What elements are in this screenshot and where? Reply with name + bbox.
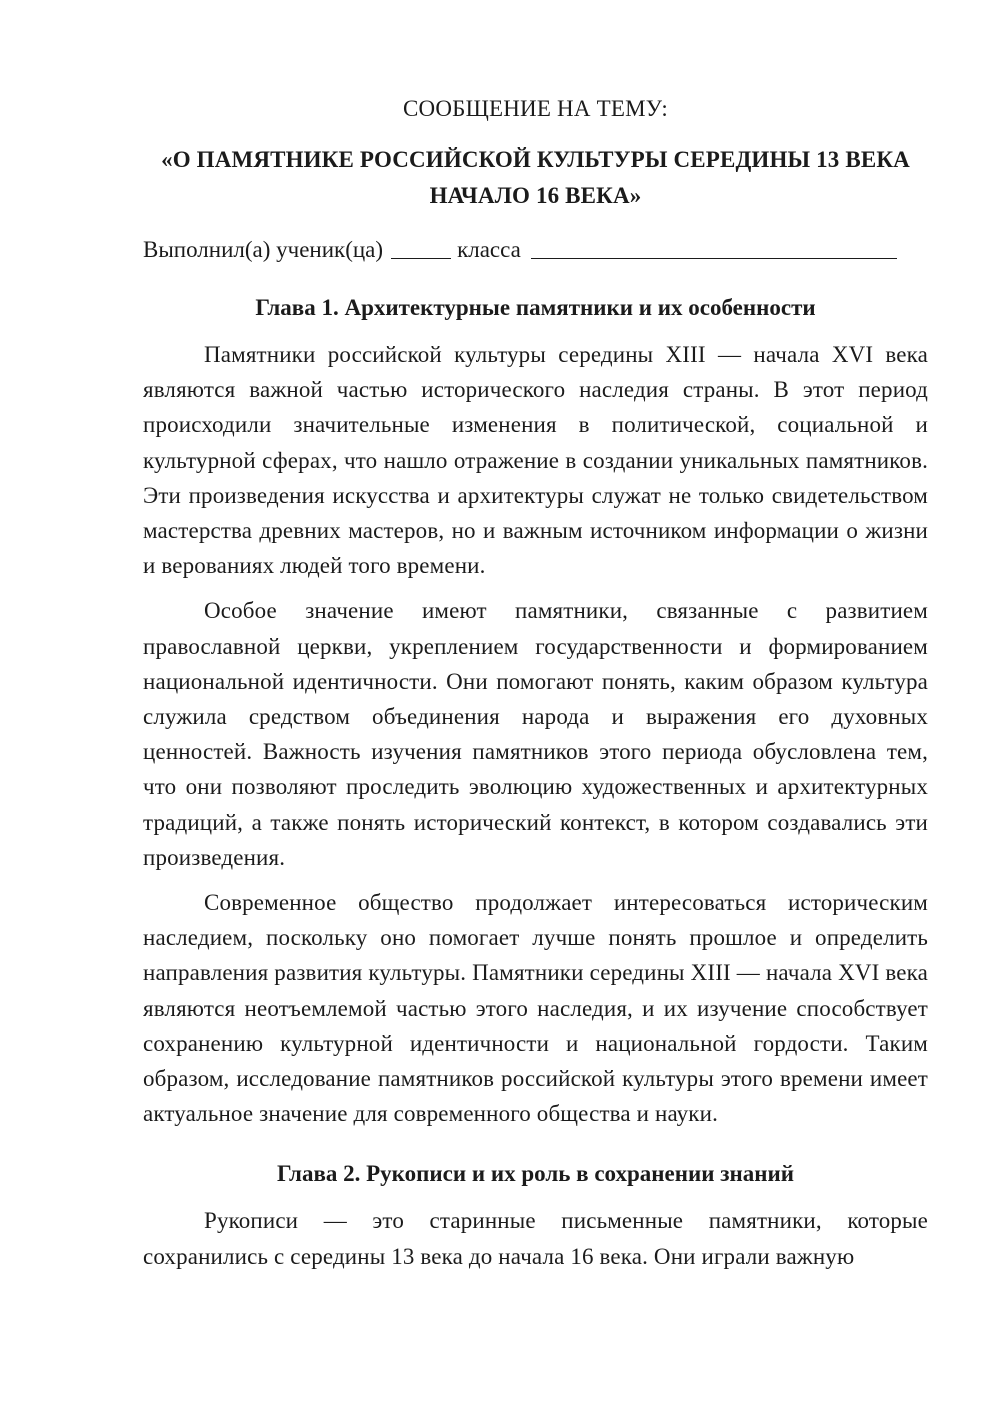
chapter-1-paragraph: Памятники российской культуры середины XIII — начала XVI века являются важной частью исторического наследия страны. В этот период происходили значительные изменения в политической, социальной и культурной сферах, что нашло отражение в создании уникальных памятников. Эти произведения искусства и архитектуры служат не только свидетельством мастерства древних мастеров, но и важным источником информации о жизни и верованиях людей того времени. xyxy=(143,342,928,579)
document-page xyxy=(143,94,928,1284)
performed-label: Выполнил(а) ученик(ца) xyxy=(143,237,384,262)
chapter-1-paragraph: Современное общество продолжает интересоваться историческим наследием, поскольку оно помогает лучше понять прошлое и определить направления развития культуры. Памятники середины XIII — начала XVI века являются неотъемлемой частью этого наследия, и их изучение способствует сохранению культурной идентичности и национальной гордости. Таким образом, исследование памятников российской культуры этого времени имеет актуальное значение для современного общества и науки. xyxy=(143,890,928,1127)
topic-heading: СООБЩЕНИЕ НА ТЕМУ: xyxy=(403,96,668,121)
chapter-1-paragraph: Особое значение имеют памятники, связанные с развитием православной церкви, укреплением государственности и формированием национальной идентичности. Они помогают понять, каким образом культура служила средством объединения народа и выражения его духовных ценностей. Важность изучения памятников этого периода обусловлена тем, что они позволяют проследить эволюцию художественных и архитектурных традиций, а также понять исторический контекст, в котором создавались эти произведения. xyxy=(143,598,928,870)
chapter-2-paragraph: Рукописи — это старинные письменные памятники, которые сохранились с середины 13 века до начала 16 века. Они играли важную xyxy=(143,1208,928,1269)
author-line xyxy=(143,234,928,265)
chapter-1-heading: Глава 1. Архитектурные памятники и их особенности xyxy=(255,295,816,320)
chapter-2-heading: Глава 2. Рукописи и их роль в сохранении знаний xyxy=(277,1161,794,1187)
class-label: класса xyxy=(457,237,521,262)
grade-blank xyxy=(391,236,451,259)
name-blank xyxy=(531,236,897,259)
document-title: «О ПАМЯТНИКЕ РОССИЙСКОЙ КУЛЬТУРЫ СЕРЕДИНЫ 13 ВЕКА НАЧАЛО 16 ВЕКА» xyxy=(161,147,910,208)
